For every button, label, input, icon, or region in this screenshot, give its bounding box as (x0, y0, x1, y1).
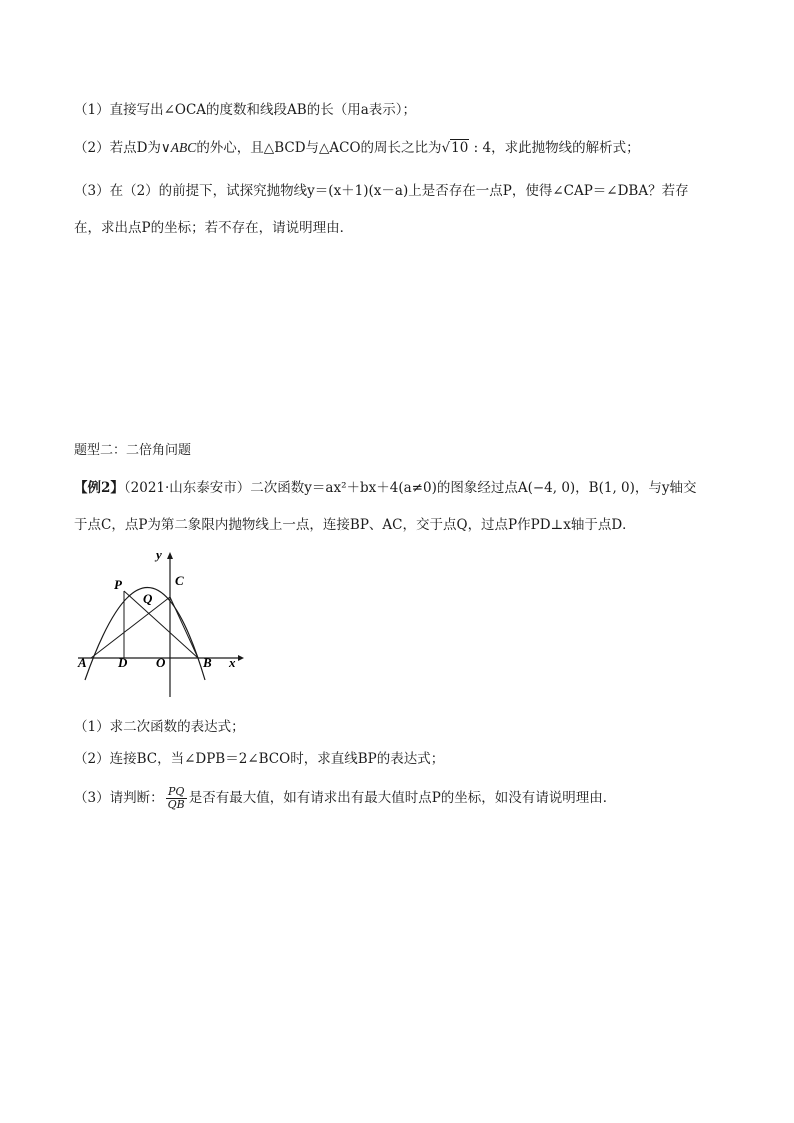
triangle-abc-symbol: ∨ABC (160, 140, 197, 155)
example-2-sub1: （1）求二次函数的表达式； (74, 719, 245, 735)
question-2-prefix: （2）若点D为 (74, 140, 161, 156)
label-d: D (118, 655, 128, 670)
x-axis-arrow (238, 655, 244, 661)
label-p: P (114, 577, 122, 592)
fraction-pq-qb (166, 786, 187, 811)
fraction-denominator: QB (167, 798, 185, 811)
question-1-text: （1）直接写出∠OCA的度数和线段AB的长（用a表示）； (74, 102, 417, 118)
example-2-line2: 于点C，点P为第二象限内抛物线上一点，连接BP、AC，交于点Q，过点P作PD⊥x轴于点D． (74, 517, 636, 533)
question-3-text: （3）在（2）的前提下，试探究抛物线y＝(x＋1)(x－a)上是否存在一点P，使得∠CAP＝∠DBA？若存 (74, 183, 689, 199)
section-title: 题型二：二倍角问题 (74, 443, 192, 458)
label-y: y (156, 547, 162, 562)
question-2-text (74, 138, 640, 158)
label-x: x (229, 655, 236, 670)
ratio-value: : 4 (469, 140, 492, 156)
y-axis-arrow (167, 552, 173, 559)
fraction-numerator: PQ (166, 786, 187, 799)
sqrt-symbol: √ (441, 140, 451, 156)
label-c: C (175, 573, 184, 588)
label-b: B (203, 655, 212, 670)
label-o: O (156, 655, 166, 670)
segment-ac (91, 597, 170, 658)
question-2-middle: 的外心，且△BCD与△ACO的周长之比为 (196, 140, 442, 156)
label-a: A (78, 655, 87, 670)
example-2-sub2: （2）连接BC，当∠DPB＝2∠BCO时，求直线BP的表达式； (74, 751, 445, 767)
sub3-prefix: （3）请判断： (74, 790, 164, 806)
sqrt-value: 10 (451, 140, 469, 156)
sub3-suffix: 是否有最大值，如有请求出有最大值时点P的坐标，如没有请说明理由． (188, 790, 617, 806)
example-2-tag: 【例2】 (74, 480, 124, 496)
label-q: Q (143, 591, 153, 606)
segment-bc (170, 597, 198, 658)
question-2-suffix: ，求此抛物线的解析式； (491, 140, 640, 156)
parabola-figure (74, 545, 244, 701)
example-2-line1: （2021·山东泰安市）二次函数y＝ax²＋bx＋4(a≠0)的图象经过点A(−4, 0)，B(1, 0)，与y轴交 (123, 480, 697, 496)
question-3-text-cont: 在，求出点P的坐标；若不存在，请说明理由． (74, 220, 354, 236)
example-2-statement (74, 478, 697, 498)
example-2-sub3 (74, 786, 616, 811)
